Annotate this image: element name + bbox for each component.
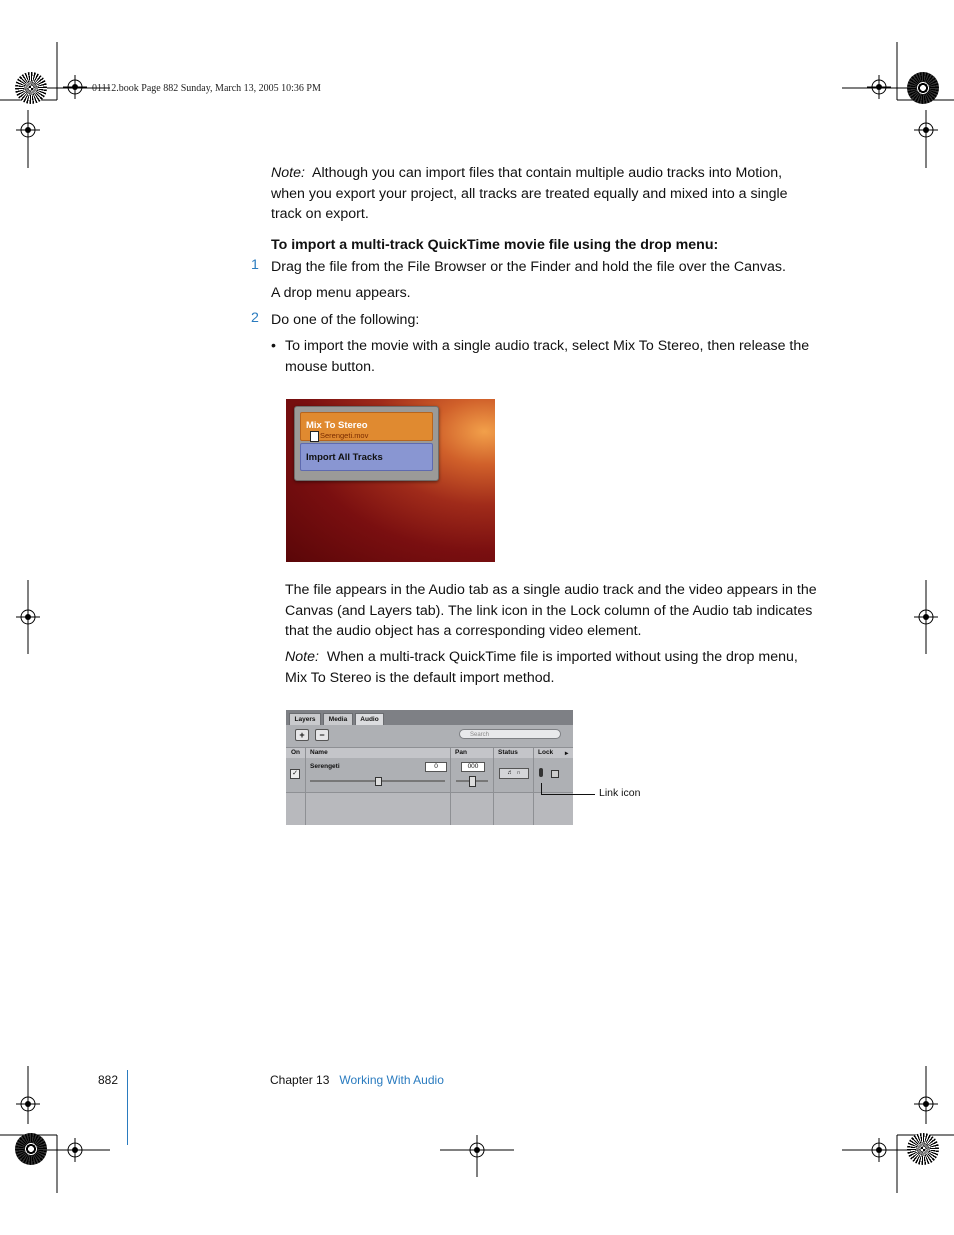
note-text: Although you can import files that contain multiple audio tracks into Motion, when you export your project, all tracks are treated equally and mixed into a single track on export. [271,165,788,222]
lock-icon[interactable] [551,770,559,778]
step-text: Drag the file from the File Browser or the Finder and hold the file over the Canvas. [271,259,786,275]
bullet-mark: • [271,338,276,354]
body-paragraph: The file appears in the Audio tab as a single audio track and the video appears in the Canvas (and Layers tab). The link icon in the Lock column of the Audio tab indicates that the audio object has a corresponding video element. [285,582,817,639]
column-divider [533,747,534,825]
sunburst-mark-icon [907,1133,939,1165]
sunburst-mark-icon [15,72,47,104]
drop-menu [294,406,439,481]
pan-slider-knob[interactable] [469,776,476,787]
speaker-icon[interactable]: ♬ [507,770,514,776]
footer-chapter [270,1073,444,1087]
step-result: A drop menu appears. [271,285,411,301]
registration-mark-icon [914,605,938,629]
step-text: Do one of the following: [271,312,420,328]
callout-label: Link icon [599,787,641,799]
menu-item-mix-to-stereo[interactable] [300,412,433,441]
registration-mark-icon [63,1138,87,1162]
note-paragraph [271,163,816,225]
pan-field[interactable]: 000 [461,762,485,772]
step-number: 2 [251,310,259,326]
level-slider-knob[interactable] [375,777,382,786]
menu-item-label: Mix To Stereo [306,420,368,431]
note-text: When a multi-track QuickTime file is imported without using the drop menu, Mix To Stereo is the default import method. [285,649,798,686]
chapter-title-link[interactable]: Working With Audio [339,1073,444,1087]
headphones-icon[interactable]: ∩ [516,770,521,776]
page-number: 882 [98,1073,119,1087]
registration-mark-icon [867,1138,891,1162]
menu-item-filename: Serengeti.mov [320,431,369,440]
chevron-right-icon[interactable]: ▸ [565,750,569,757]
on-checkbox[interactable]: ✓ [290,769,300,779]
tab-media[interactable]: Media [323,713,353,725]
registration-mark-icon [914,118,938,142]
column-divider [493,747,494,825]
print-info: 01112.book Page 882 Sunday, March 13, 2005 10:36 PM [92,83,321,94]
column-on: On [291,749,301,756]
note-label: Note: [285,649,319,665]
remove-button[interactable]: − [315,729,329,741]
footer-rule [127,1070,128,1145]
registration-mark-icon [867,75,891,99]
column-divider [450,747,451,825]
column-name: Name [310,749,328,756]
registration-mark-icon [16,1092,40,1116]
cursor-icon [310,431,319,442]
registration-mark-icon [16,118,40,142]
procedure-heading: To import a multi-track QuickTime movie file using the drop menu: [271,237,719,253]
tab-audio[interactable]: Audio [355,713,384,725]
sunburst-mark-icon [15,1133,47,1165]
chapter-number: Chapter 13 [270,1073,330,1087]
sunburst-mark-icon [907,72,939,104]
registration-mark-icon [914,1092,938,1116]
registration-mark-icon [465,1138,489,1162]
track-name: Serengeti [310,763,340,770]
registration-mark-icon [16,605,40,629]
toolbar [286,725,573,747]
column-status: Status [498,749,518,756]
add-button[interactable]: + [295,729,309,741]
note-label: Note: [271,165,305,181]
step-number: 1 [251,257,259,273]
column-lock: Lock [538,749,554,756]
column-divider [305,747,306,825]
menu-item-label: Import All Tracks [306,452,383,463]
bullet-text: To import the movie with a single audio track, select Mix To Stereo, then release the mouse button. [285,338,810,375]
status-controls[interactable] [499,768,529,779]
callout-line [541,794,595,795]
level-field[interactable]: 0 [425,762,447,772]
link-icon[interactable] [539,768,543,777]
tab-bar [286,710,573,725]
search-input[interactable]: Search [459,729,561,739]
drop-menu-screenshot [286,399,495,562]
table-row[interactable] [286,758,573,793]
audio-panel-screenshot [286,710,573,825]
registration-mark-icon [63,75,87,99]
column-pan: Pan [455,749,467,756]
tab-layers[interactable]: Layers [289,713,321,725]
note-paragraph [285,647,815,688]
menu-item-import-all-tracks[interactable] [300,443,433,471]
